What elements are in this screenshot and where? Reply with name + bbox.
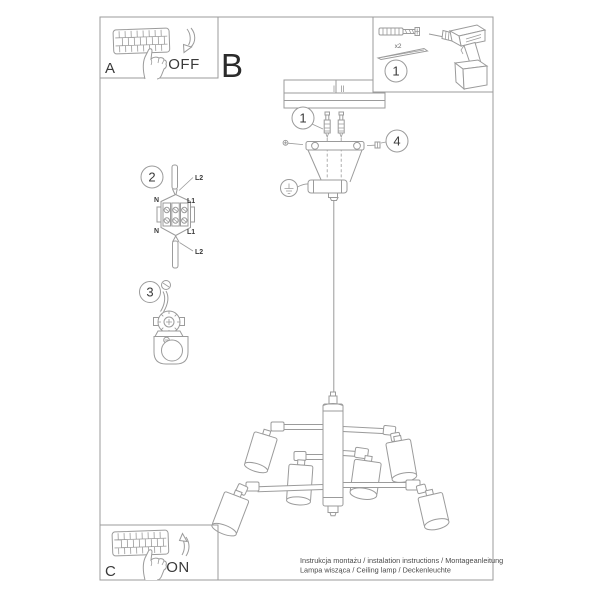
drill-icon bbox=[429, 25, 487, 89]
shade-mid-right bbox=[349, 454, 382, 501]
arm-top-right bbox=[343, 427, 385, 434]
step-3-number: 3 bbox=[146, 284, 154, 300]
arrow-up-icon bbox=[180, 534, 190, 557]
panel-c-label: C bbox=[105, 563, 116, 580]
footer-line-2: Lampa wisząca / Ceiling lamp / Deckenleuchte bbox=[300, 565, 451, 575]
drill-holes bbox=[334, 86, 344, 93]
step-4-number: 4 bbox=[393, 133, 401, 149]
step-2-number: 2 bbox=[148, 169, 156, 185]
fuse-box-icon bbox=[112, 530, 169, 556]
wire-label-l1-top: L1 bbox=[187, 198, 196, 205]
off-label: OFF bbox=[168, 56, 200, 73]
step-1-badge bbox=[292, 107, 323, 129]
step-3-badge bbox=[140, 282, 161, 303]
parts-box bbox=[373, 17, 493, 92]
panel-a-label: A bbox=[105, 60, 116, 77]
on-label: ON bbox=[166, 559, 190, 576]
panel-a bbox=[100, 17, 218, 79]
shade-top-right bbox=[385, 434, 418, 484]
wire-label-n-bottom: N bbox=[153, 228, 159, 235]
arm-bottom-left bbox=[258, 485, 323, 492]
arrow-down-icon bbox=[184, 28, 195, 53]
cable-connector bbox=[331, 392, 336, 396]
arm-mid-left bbox=[305, 455, 323, 460]
ceiling-diagram bbox=[284, 80, 385, 108]
lamp-bottom-cap bbox=[328, 506, 338, 513]
side-screw-right bbox=[367, 142, 380, 148]
section-b-label: B bbox=[221, 47, 244, 84]
shade-bottom-right bbox=[417, 487, 450, 532]
lamp-body bbox=[323, 404, 343, 506]
wire-label-n-top: N bbox=[153, 197, 159, 204]
arm-top-left bbox=[284, 425, 323, 430]
step-2-badge bbox=[141, 166, 163, 188]
shade-top-left bbox=[243, 427, 279, 475]
ceiling-upper-slab bbox=[284, 80, 373, 93]
anchor-quantity-label: x2 bbox=[394, 43, 402, 50]
footer-line-1: Instrukcja montażu / instalation instructions / Montageanleitung bbox=[300, 556, 504, 565]
canopy-icon bbox=[308, 180, 347, 201]
side-screw-left bbox=[283, 140, 303, 145]
arm-bottom-right bbox=[343, 483, 407, 488]
step-1-parts-number: 1 bbox=[392, 63, 400, 79]
wire-label-l2-top: L2 bbox=[195, 175, 204, 182]
shade-mid-left bbox=[286, 459, 313, 506]
wire-label-l1-bottom: L1 bbox=[187, 229, 196, 236]
wall-plug-icon bbox=[379, 28, 420, 36]
step-1-parts-badge bbox=[385, 60, 407, 82]
step-1-number: 1 bbox=[299, 110, 307, 126]
hand-press-icon bbox=[143, 49, 166, 79]
wire-label-l2-bottom: L2 bbox=[195, 249, 204, 256]
pendant-lamp-icon bbox=[210, 392, 450, 538]
panel-c bbox=[100, 525, 218, 580]
mounting-bracket-icon bbox=[283, 140, 380, 182]
fuse-box-icon bbox=[113, 28, 170, 54]
step-4-badge bbox=[381, 130, 408, 152]
drill-bit-icon bbox=[378, 49, 428, 60]
suspension-lines bbox=[308, 150, 362, 182]
